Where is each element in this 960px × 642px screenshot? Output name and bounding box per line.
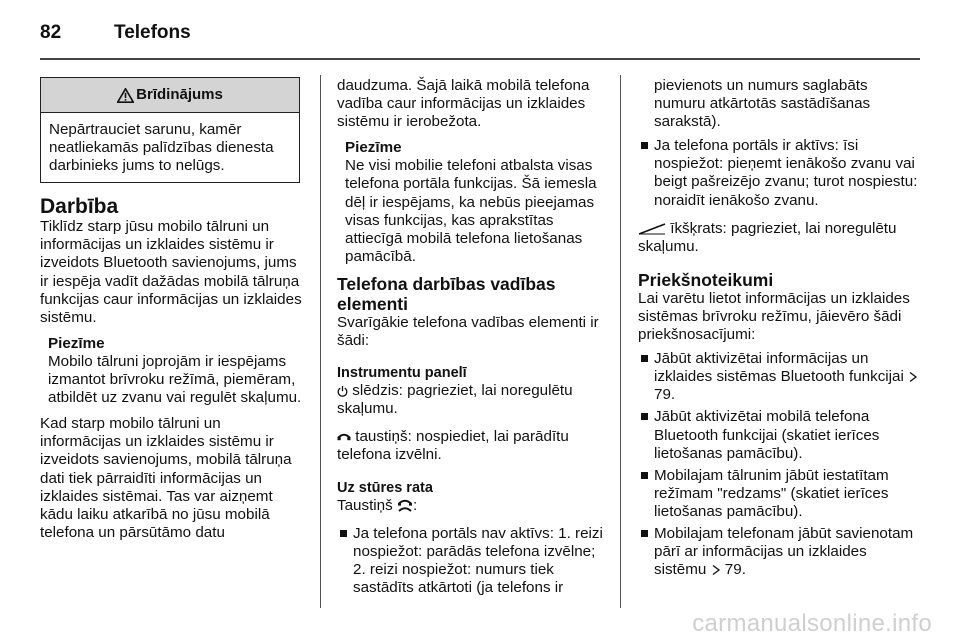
section-title: Telefons xyxy=(114,22,191,43)
warning-title: Brīdinājums xyxy=(136,85,223,103)
bullet-square xyxy=(641,142,648,149)
column-divider xyxy=(620,75,621,608)
wheel-button-prefix: Taustiņš xyxy=(337,496,393,514)
page-reference-arrow-icon xyxy=(711,564,721,576)
bullet-square xyxy=(641,413,648,420)
column-3 xyxy=(638,77,920,579)
list-item-text: Mobilajam tālrunim jābūt iestatītam režīmam "redzams" (skatiet ierīces lietošanas pamācību). xyxy=(654,466,889,520)
operation-intro: Tiklīdz starp jūsu mobilo tālruni un informācijas un izklaides sistēmu ir izveidots Bluetooth savienojums, jums ir iespēja vadīt dažādas mobilā tālruņa funkcijas caur informācijas un izklaides sistēmu. xyxy=(40,218,302,326)
list-item xyxy=(638,525,920,579)
connection-paragraph: Kad starp mobilo tālruni un informācijas un izklaides sistēmu ir izveidots savienojums, mobilā tālruņa dati tiek pārraidīti informācijas un izklaides sistēmai. Tas var aizņemt kādu laiku atkarībā no jūsu mobilā telefona un pārsūtāmo datu xyxy=(40,415,292,541)
steering-phone-icon xyxy=(397,499,413,512)
list-item xyxy=(638,408,920,462)
thumbwheel-text: īkšķrats: pagrieziet, lai noregulētu skaļumu. xyxy=(638,219,897,255)
column-1 xyxy=(40,77,302,542)
column-divider xyxy=(320,75,321,608)
note-title: Piezīme xyxy=(48,334,105,352)
page-reference[interactable]: 79. xyxy=(724,561,746,579)
list-item xyxy=(638,467,920,521)
warning-text: Nepārtrauciet sarunu, kamēr neatliekamās palīdzības dienesta darbinieks jums to nelūgs. xyxy=(49,121,274,175)
page-reference-arrow-icon xyxy=(908,371,918,383)
prerequisites-intro: Lai varētu lietot informācijas un izklaides sistēmas brīvroku režīmu, jāievēro šādi priekšnosacījumi: xyxy=(638,289,910,344)
phone-key-text: taustiņš: nospiediet, lai parādītu telefona izvēlni. xyxy=(337,428,569,464)
note-title: Piezīme xyxy=(345,139,402,157)
bullet-square xyxy=(340,530,347,537)
continued-paragraph: daudzuma. Šajā laikā mobilā telefona vadība caur informācijas un izklaides sistēmu ir ierobežota. xyxy=(337,77,590,131)
thumbwheel-icon xyxy=(638,223,666,235)
wheel-button-suffix: : xyxy=(412,496,418,514)
bullet-square xyxy=(641,355,648,362)
list-item xyxy=(638,350,920,404)
phone-key-description xyxy=(337,428,603,464)
warning-box xyxy=(40,77,300,183)
list-item xyxy=(638,137,920,209)
heading-prerequisites: Priekšnoteikumi xyxy=(638,269,774,290)
header-rule xyxy=(40,58,920,60)
list-item-text: Ja telefona portāls nav aktīvs: 1. reizi nospiežot: parādās telefona izvēlne; 2. reizi nospiežot: numurs tiek sastādīts atkārtoti (ja telefons ir xyxy=(353,524,603,596)
heading-steering-wheel: Uz stūres rata xyxy=(337,479,433,496)
page-reference[interactable]: 79. xyxy=(654,386,676,404)
note-text: Ne visi mobilie telefoni atbalsta visas telefona portāla funkcijas. Šā iemesla dēļ ir iespējams, ka nebūs pieejamas visas funkcijas, kas aprakstītas attiecīgā mobilā telefona lietošanas pamācībā. xyxy=(345,157,597,265)
bullet-square xyxy=(641,472,648,479)
knob-text: slēdzis: pagrieziet, lai noregulētu skaļumu. xyxy=(337,382,573,418)
watermark: carmanualsonline.info xyxy=(692,610,932,637)
page-header xyxy=(40,22,920,44)
heading-instrument-panel: Instrumentu panelī xyxy=(337,365,467,382)
knob-description xyxy=(337,382,603,418)
bullet-square xyxy=(641,530,648,537)
list-item-text: Jābūt aktivizētai mobilā telefona Bluetooth funkcijai (skatiet ierīces lietošanas pamācību). xyxy=(654,408,880,462)
list-item xyxy=(337,525,603,597)
heading-controls: Telefona darbības vadības elementi xyxy=(337,273,556,314)
warning-triangle-icon xyxy=(117,88,134,103)
phone-icon xyxy=(337,432,351,442)
list-item-text: Mobilajam telefonam jābūt savienotam pārī ar informācijas un izklaides sistēmu xyxy=(654,524,914,579)
controls-intro: Svarīgākie telefona vadības elementi ir šādi: xyxy=(337,313,599,350)
list-item-text: Jābūt aktivizētai informācijas un izklaides sistēmas Bluetooth funkcijai xyxy=(654,350,904,386)
page-number: 82 xyxy=(40,22,62,43)
warning-header xyxy=(41,78,299,113)
column-2 xyxy=(337,77,603,597)
heading-operation: Darbība xyxy=(40,195,119,219)
note-text: Mobilo tālruni joprojām ir iespējams izmantot brīvroku režīmā, piemēram, atbildēt uz zvanu vai regulēt skaļumu. xyxy=(48,352,302,407)
continued-bullet-text: pievienots un numurs saglabāts numuru atkārtotās sastādīšanas sarakstā). xyxy=(654,77,871,131)
thumbwheel-description xyxy=(638,220,920,256)
power-knob-icon xyxy=(337,385,348,398)
note xyxy=(337,139,603,266)
note xyxy=(40,335,302,407)
list-item-text: Ja telefona portāls ir aktīvs: īsi nospiežot: pieņemt ienākošo zvanu vai beigt pašreizējo zvanu; turot nospiestu: noraidīt ienākošo zvanu. xyxy=(654,137,918,209)
wheel-button-line xyxy=(337,497,603,515)
